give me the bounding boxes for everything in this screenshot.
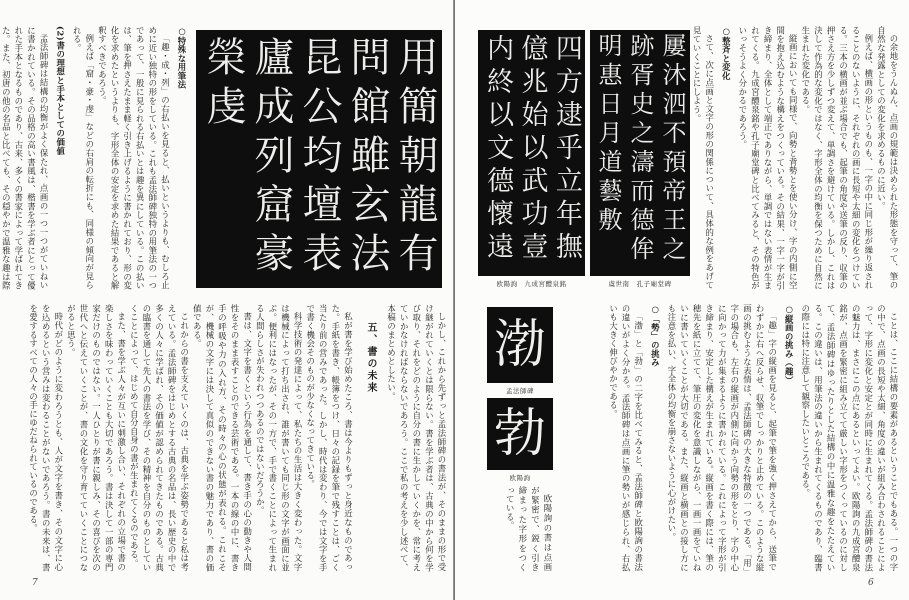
body-paragraph: また、書を学ぶ人々が互いに刺激し合い、それぞれの立場で書の楽しさを味わっていくことも大切であろう。書は決して一部の専門家だけのものではない。一人ひとりが書に親しみ、その喜びを次の世代へと伝えていくことが、書の文化を守り育てていくことにつながると思う。 xyxy=(66,304,127,572)
body-paragraph: 例えば「窟・豪・虔」などの右肩の転折にも、同様の傾向が見られる。 xyxy=(72,26,95,290)
glyph-caption: 欧陽詢 xyxy=(509,474,531,482)
plate-caption: 虞世南 孔子廟堂碑 xyxy=(608,280,672,288)
body-paragraph: これからの書を支えていくのは、古典を学ぶ姿勢であると私は考えている。孟法師碑をはじめとする古典の名品は、長い歴史の中で多くの人々に学ばれ、その価値が認められてきたものである。古典の臨書を通して先人の書法を学び、その精神を自分のものとしていくことによって、はじめて自分自身の書が生まれてくるのである。 xyxy=(129,304,190,572)
body-paragraph: 科学技術の発達によって、私たちの生活は大きく変わった。文字は機械によって打ち出され、誰が書いても同じ形の文字が画面に並ぶ。便利にはなったが、その一方で、手で書くことによって生まれる人間らしさが失われつつあるのではないだろうか。 xyxy=(255,304,304,572)
book-gutter xyxy=(453,0,455,600)
body-paragraph: 欧陽詢の書は点画が緊密で、鋭く引き締まった字形をつくっている。 xyxy=(505,486,553,572)
calligraphy-column: 内終以文德懷遠 xyxy=(482,34,514,265)
glyph-sample: 渤 xyxy=(487,307,553,383)
left-lower-text-block xyxy=(8,304,448,572)
calligraphy-column: 廬成列窟豪 xyxy=(248,36,294,281)
body-paragraph: 書は、文字を書くという行為を通して、書き手の心の動きや人間性をそのまま表すことのできる芸術である。一本の線の中に、書き手の呼吸や力の入れ方、その時々の心の状態が表れる。これこそが、機械の文字には決して真似のできない書の魅力であり、書の価値である。 xyxy=(192,304,253,572)
calligraphy-plate-koshibyodo xyxy=(590,30,690,276)
section-heading: ○特殊な用筆法 xyxy=(177,26,187,90)
section-heading: ○整斉と変化 xyxy=(721,26,732,81)
body-paragraph: 時代がどのように変わろうとも、人が文字を書き、その文字に心を込めるという営みは変わることがないであろう。書の未来は、書を愛するすべての人々の手にゆだねられているのである。 xyxy=(28,304,64,572)
glyph-sample: 勃 xyxy=(487,398,553,470)
calligraphy-column: 跡胥史之濤而德侔 xyxy=(626,33,654,265)
glyph-caption: 孟法師碑 xyxy=(506,387,534,395)
body-paragraph: さて、次に点画と文字の形の関係について、具体的な例をあげて見ていくことにしよう。 xyxy=(692,26,715,290)
subheading: (2)書の理想と手本としての価値 xyxy=(55,26,66,156)
calligraphy-plate-rubbing xyxy=(196,30,442,288)
body-paragraph: 「趣・成・列」の右払いを見ると、払いというよりも、むしろ止めに近い独特の形をしている。これも孟法師碑独特の用筆法の一つであって、一般に見られる右払いとは趣を異にしている。この払いは、筆を押さえたまま軽く引き上げるように書かれており、形の変化を求めたというよりも、字形全体の安定を求めた結果であると解釈すべきであろう。 xyxy=(97,26,171,290)
comparison-note-block xyxy=(482,486,554,572)
calligraphy-column: 屢沐泗不預帝王之 xyxy=(658,33,686,265)
calligraphy-column: 用簡朝龍有 xyxy=(392,36,438,281)
calligraphy-plate-kyuseikyu xyxy=(478,30,585,276)
calligraphy-column: 昆公均壇表 xyxy=(296,36,342,281)
body-paragraph: 孟法師碑は結構の均衡がよく保たれ、点画の一つ一つがていねいに書かれている。その品格の高い書風は、楷書を学ぶ者にとって優れた手本となるものであり、古来、多くの書家によって学ばれてきた。また、初唐の他の名品と比べても、その穏やかで温雅な趣は際 xyxy=(1,26,50,290)
section-heading: ○縦画の挑み（趣） xyxy=(784,304,795,385)
left-upper-text-block xyxy=(1,26,192,290)
right-upper-text-block xyxy=(694,26,900,290)
right-lower-text-block xyxy=(562,304,900,572)
plate-caption: 欧陽詢 九成宮醴泉銘 xyxy=(496,280,567,288)
body-paragraph: しかし、これから先ずっと孟法師碑の書法が、そのままの形で受け継がれていくとは限らない。書を学ぶ者は、古典の中から何を学び取り、それをどのように自分の書に生かしていくかを、常に考えていかなければならないであろう。ここで私の考えを少し述べて、本稿のまとめとしたい。 xyxy=(386,304,447,572)
chapter-heading: 五、書の未来 xyxy=(365,322,377,394)
calligraphy-column: 四方逮乎立年撫 xyxy=(550,34,582,265)
body-paragraph: 縦画においても同様で、向勢と背勢とを使い分け、字の内側に空間を抱え込むような構えをつくっている。その結果、一字一字が引き締まり、全体として端正でありながら、単調ではない表情が生まれてくる。九成宮醴泉銘や孔子廟堂碑と比べてみると、その特色がいっそうよく分かるであろう。 xyxy=(737,26,799,290)
body-paragraph: の余地をうんぬん、点画の規範は決められた形態を守って、筆の自然な発露としての変化を求めるものに近い。 xyxy=(876,26,899,290)
body-paragraph: 「渤」と「勃」の二字を比べてみると、孟法師碑と欧陽詢の書法の違いがよく分かる。孟法師碑は点画に筆の勢いが感じられ、右払いも大きく伸びやかである。 xyxy=(608,304,644,572)
page-number-right: 6 xyxy=(868,578,874,588)
calligraphy-column: 明惠日月道藝敷 xyxy=(594,33,622,236)
page-number-left: 7 xyxy=(32,578,38,588)
body-paragraph: 例えば、横画の形というものも、一字の中に同じ形が繰り返されることのないように、それぞれの画に長短や太細の変化をつけている。三本の横画が並ぶ場合でも、起筆の角度や送筆の反り、収筆の押さえ方を少しずつ変えて、単調さを避けている。しかし、これは決して作為的な変化ではなく、字形全体の均衡を保つために自然に生まれた変化である。 xyxy=(800,26,874,290)
body-paragraph: ことは、ここに結構の要素があるということでもある。一つの字の中で、点画の長短や太細、角度の違いが組み合わされることによって、字形に変化と安定とが同時に生まれてくる。孟法師碑の書法の魅力は、まさにこの点にあるといってよい。欧陽詢の九成宮醴泉銘が、点画を緊密に組み立てて厳しい字形をつくっているのに対して、孟法師碑はゆったりとした結構の中に温雅な趣をたたえている。この違いは、用筆法の違いから生まれてくるものであり、臨書の際には特に注意して観察したいところである。 xyxy=(800,304,899,572)
section-heading: ○「勢」の挑み xyxy=(650,304,661,368)
body-paragraph: 私が書を学び始めたころ、書は今よりもずっと身近なものであった。手紙を書き、帳簿をつけ、日々の記録を筆で残すことは、ごく当たり前の営みであった。しかし、時代は変わり、今では文字を手で書く機会そのものが少なくなってきている。 xyxy=(305,304,354,572)
body-paragraph: 「趣」字の縦画を見ると、起筆で筆を強く押さえてから、送筆でわずかに右へ反らせ、収筆でしっかりと止めている。このような縦画の挑むような表情は、孟法師碑の大きな特徴の一つである。「用」字の場合も、左右の縦画が内側に向かう向勢の形をとり、字の中心に向かって力が集まるように書かれている。これによって字形が引き締まり、安定した構えが生まれている。縦画を書く際には、筆の穂先を紙に立てて、筆圧の変化を意識しながら、一画一画をていねいに書いていくことが大切である。また、縦画と横画との接し方にも注意を払い、字全体の均衡を崩さないように心がけたい。 xyxy=(666,304,778,572)
calligraphy-column: 問館雖玄法 xyxy=(344,36,390,281)
calligraphy-column: 億兆始以武功壹 xyxy=(516,34,548,265)
calligraphy-column: 榮虔 xyxy=(200,36,246,134)
